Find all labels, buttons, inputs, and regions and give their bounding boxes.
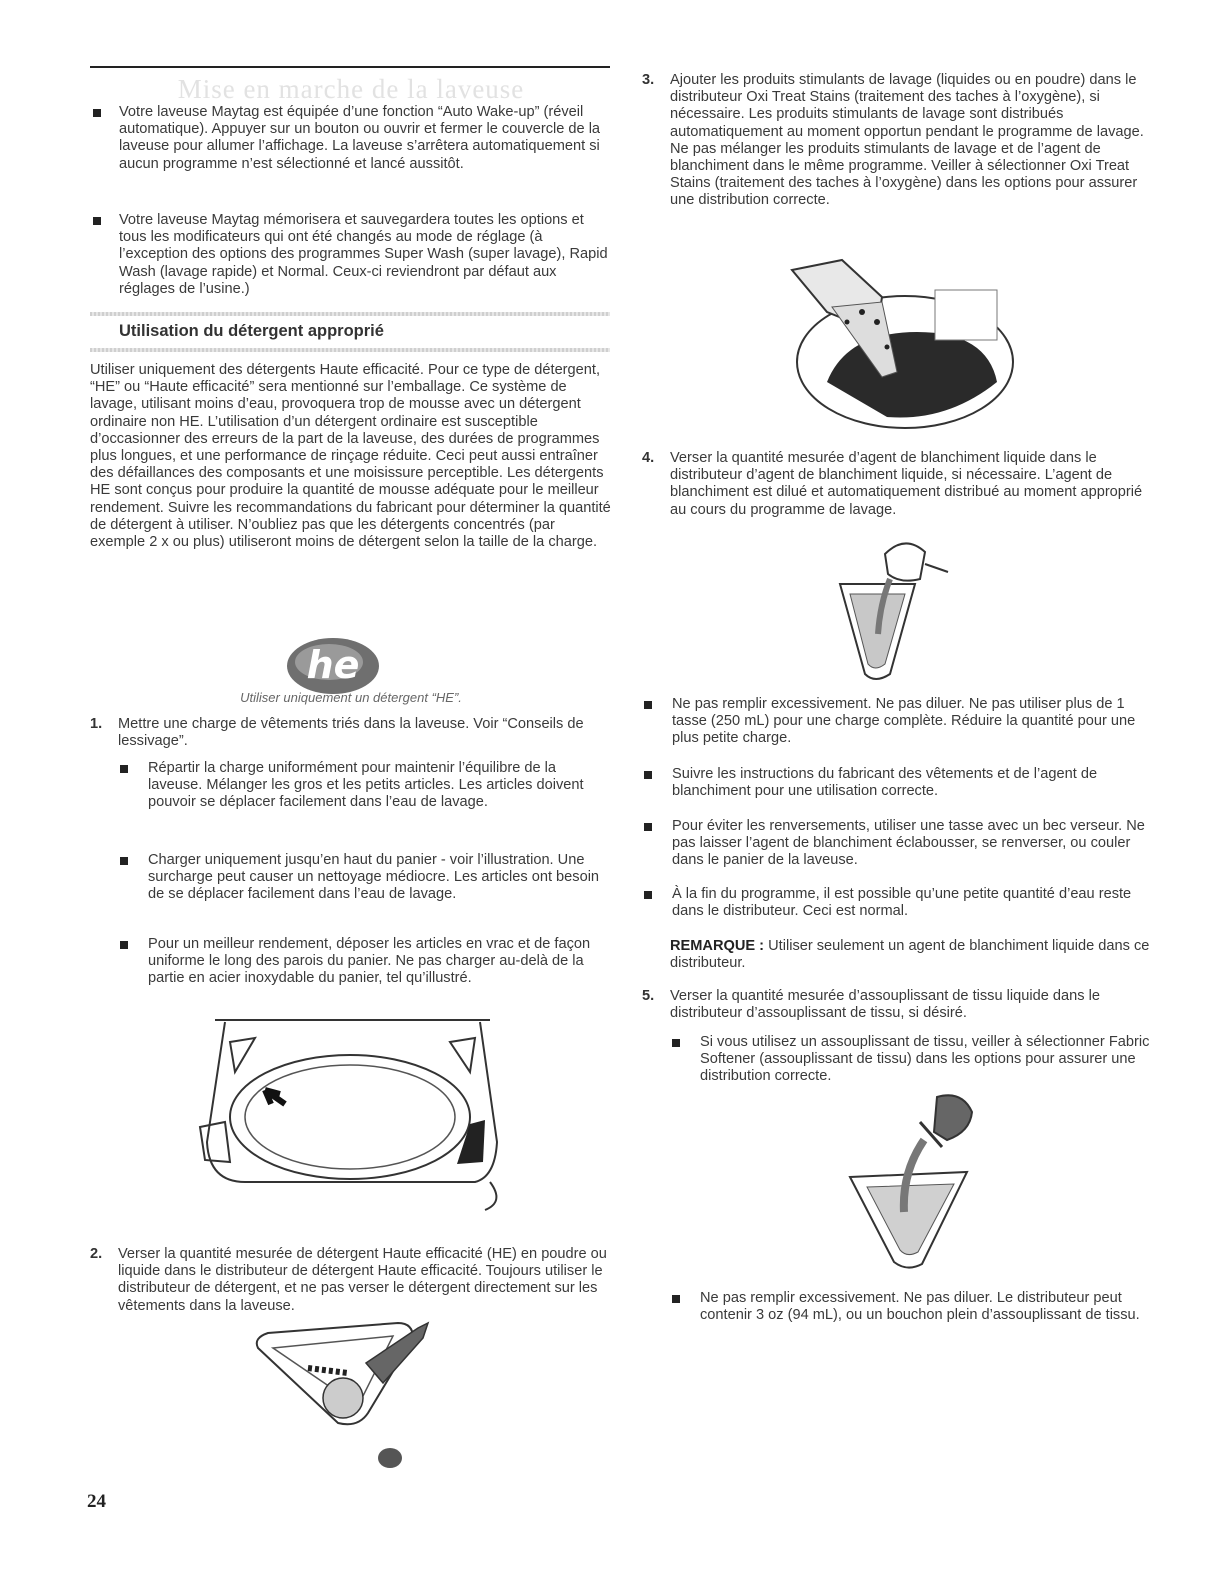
step-5-number: 5. xyxy=(642,988,655,1004)
step-5-bullet-2: Ne pas remplir excessivement. Ne pas diluer. Le distributeur peut contenir 3 oz (94 mL), ou un bouchon plein d’assouplissant de tissu. xyxy=(670,1290,1162,1324)
he-logo-icon xyxy=(285,636,381,696)
step-4 xyxy=(642,450,1162,519)
step-1 xyxy=(90,716,610,750)
step-1-number: 1. xyxy=(90,716,103,732)
step-4-bullet-3: Pour éviter les renversements, utiliser une tasse avec un bec verseur. Ne pas laisser l’agent de blanchiment éclabousser, se renverser, ou couler dans le panier de la laveuse. xyxy=(642,818,1160,870)
he-logo-text: he xyxy=(306,643,360,687)
subheading-bar-bottom xyxy=(90,348,610,352)
intro-bullet-1: Votre laveuse Maytag est équipée d’une fonction “Auto Wake-up” (réveil automatique). Appuyer sur un bouton ou ouvrir et fermer le couvercle de la laveuse pour allumer l’affichage. La laveuse s’arrêtera automatiquement si aucun programme n’est sélectionné et lancé aussitôt. xyxy=(90,104,610,173)
section-title: Mise en marche de la laveuse xyxy=(177,74,525,104)
step-4-bullet-1: Ne pas remplir excessivement. Ne pas diluer. Ne pas utiliser plus de 1 tasse (250 mL) pour une charge complète. Réduire la quantité pour une plus petite charge. xyxy=(642,696,1160,748)
step-2 xyxy=(90,1246,610,1315)
he-caption: Utiliser uniquement un détergent “HE”. xyxy=(240,690,462,705)
fabric-softener-illustration xyxy=(842,1092,982,1272)
detergent-dispenser-illustration xyxy=(248,1318,448,1468)
detergent-paragraph: Utiliser uniquement des détergents Haute efficacité. Pour ce type de détergent, “HE” ou “Haute efficacité” sera mentionné sur l’emballage. Ce système de lavage, utilisant moins d’eau, provoquera trop de mousse avec un détergent ordinaire non HE. L’utilisation d’un détergent ordinaire est susceptible d’occasionner des erreurs de la part de la laveuse, des durées de programmes plus longues, et une performance de rinçage réduite. Ceci peut aussi entraîner des défaillances des composants et une moisissure perceptible. Les détergents HE sont conçus pour produire la quantité de mousse adéquate pour le meilleur rendement. Suivre les recommandations du fabricant pour déterminer la quantité de détergent à utiliser. N’oubliez pas que les détergents concentrés (par exemple 2 x ou plus) utiliseront moins de détergent selon la taille de la charge. xyxy=(90,362,611,551)
bleach-dispenser-illustration xyxy=(830,534,950,684)
step-1-text: Mettre une charge de vêtements triés dans la laveuse. Voir “Conseils de lessivage”. xyxy=(118,716,584,750)
step-5-text: Verser la quantité mesurée d’assouplissant de tissu liquide dans le distributeur d’assouplissant de tissu, si désiré. xyxy=(670,988,1100,1022)
step-3-text: Ajouter les produits stimulants de lavage (liquides ou en poudre) dans le distributeur Oxi Treat Stains (traitement des taches à l’oxygène), si nécessaire. Les produits stimulants de lavage sont distribués automatiquement au moment opportun pendant le programme de lavage. Ne pas mélanger les produits stimulants de lavage et de l’agent de blanchiment dans le même programme. Veiller à sélectionner Oxi Treat Stains (traitement des taches à l’oxygène) dans les options pour assurer une distribution correcte. xyxy=(670,72,1144,209)
step-3-number: 3. xyxy=(642,72,655,88)
oxi-dispenser-illustration xyxy=(787,252,1017,432)
step-4-number: 4. xyxy=(642,450,655,466)
remarque-text: Utiliser seulement un agent de blanchiment liquide dans ce distributeur. xyxy=(670,938,1150,972)
step-2-text: Verser la quantité mesurée de détergent Haute efficacité (HE) en poudre ou liquide dans le distributeur de détergent Haute efficacité. Toujours utiliser le distributeur de détergent, et ne pas verser le détergent directement sur les vêtements dans la laveuse. xyxy=(118,1246,607,1314)
page-number: 24 xyxy=(87,1491,106,1512)
remarque-note xyxy=(670,938,1160,972)
step-3 xyxy=(642,72,1162,210)
top-rule xyxy=(90,66,610,68)
subheading-bar-top xyxy=(90,312,610,316)
intro-bullet-2: Votre laveuse Maytag mémorisera et sauvegardera toutes les options et tous les modificateurs qui ont été changés au mode de réglage (à l’exception des options des programmes Super Wash (super lavage), Rapid Wash (lavage rapide) et Normal. Ceux-ci reviendront par défaut aux réglages de l’usine.) xyxy=(90,212,610,298)
step-4-text: Verser la quantité mesurée d’agent de blanchiment liquide dans le distributeur d’agent de blanchiment liquide, si nécessaire. L’agent de blanchiment est dilué et automatiquement distribué au moment approprié au cours du programme de lavage. xyxy=(670,450,1143,518)
step-1-bullet-1: Répartir la charge uniformément pour maintenir l’équilibre de la laveuse. Mélanger les gros et les petits articles. Les articles doivent pouvoir se déplacer facilement dans l’eau de lavage. xyxy=(118,760,610,812)
washer-basket-illustration xyxy=(185,1012,510,1212)
he-badge-icon xyxy=(378,1448,402,1468)
remarque-label: REMARQUE : xyxy=(670,938,765,954)
step-2-number: 2. xyxy=(90,1246,103,1262)
step-4-bullet-2: Suivre les instructions du fabricant des vêtements et de l’agent de blanchiment pour une utilisation correcte. xyxy=(642,766,1160,800)
step-1-bullet-3: Pour un meilleur rendement, déposer les articles en vrac et de façon uniforme le long des parois du panier. Ne pas charger au-delà de la partie en acier inoxydable du panier, tel qu’illustré. xyxy=(118,936,610,988)
step-5 xyxy=(642,988,1162,1022)
step-4-bullet-4: À la fin du programme, il est possible qu’une petite quantité d’eau reste dans le distributeur. Ceci est normal. xyxy=(642,886,1160,920)
step-5-bullet-1: Si vous utilisez un assouplissant de tissu, veiller à sélectionner Fabric Softener (assouplissant de tissu) dans les options pour assurer une distribution correcte. xyxy=(670,1034,1162,1086)
subheading: Utilisation du détergent approprié xyxy=(119,322,384,340)
step-1-bullet-2: Charger uniquement jusqu’en haut du panier - voir l’illustration. Une surcharge peut causer un nettoyage médiocre. Les articles ont besoin de se déplacer facilement dans l’eau de lavage. xyxy=(118,852,610,904)
